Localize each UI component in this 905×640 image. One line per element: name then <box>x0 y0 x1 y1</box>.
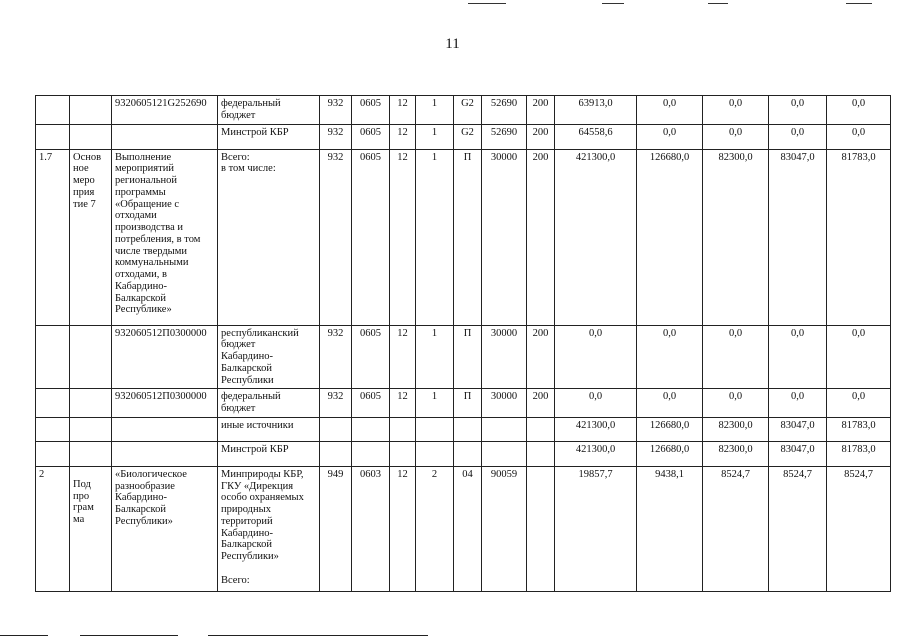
row-y5: 0,0 <box>827 124 891 149</box>
row-y5: 81783,0 <box>827 441 891 466</box>
row-y3: 82300,0 <box>703 417 769 441</box>
row-vr: 200 <box>527 96 555 125</box>
row-om: G2 <box>454 96 482 125</box>
row-title: 932060512П0300000 <box>112 325 218 389</box>
row-om: П <box>454 389 482 418</box>
row-grbs <box>320 441 352 466</box>
row-y3: 82300,0 <box>703 149 769 325</box>
table-row <box>36 441 891 466</box>
row-title: «Биологическое разнообразие Кабардино- Балкарской Республики» <box>112 466 218 591</box>
row-grbs: 932 <box>320 389 352 418</box>
row-executor: Минстрой КБР <box>218 124 320 149</box>
row-pgp: 1 <box>416 96 454 125</box>
table-row <box>36 417 891 441</box>
row-y1: 63913,0 <box>555 96 637 125</box>
row-y4: 83047,0 <box>769 149 827 325</box>
row-title <box>112 417 218 441</box>
row-executor: федеральный бюджет <box>218 389 320 418</box>
row-code <box>36 417 70 441</box>
row-y2: 126680,0 <box>637 441 703 466</box>
row-name <box>70 124 112 149</box>
row-vr: 200 <box>527 124 555 149</box>
row-grbs: 932 <box>320 96 352 125</box>
row-name <box>70 389 112 418</box>
row-y4: 83047,0 <box>769 441 827 466</box>
row-y1: 19857,7 <box>555 466 637 591</box>
row-rz: 0605 <box>352 389 390 418</box>
row-executor: Минприроды КБР, ГКУ «Дирекция особо охраняемых природных территорий Кабардино- Балкарской Республики» Всего: <box>218 466 320 591</box>
row-rz <box>352 417 390 441</box>
row-y1: 421300,0 <box>555 441 637 466</box>
row-code <box>36 124 70 149</box>
row-code: 1.7 <box>36 149 70 325</box>
row-executor: Всего: в том числе: <box>218 149 320 325</box>
row-code <box>36 325 70 389</box>
row-executor: Минстрой КБР <box>218 441 320 466</box>
row-y5: 0,0 <box>827 96 891 125</box>
row-y4: 0,0 <box>769 124 827 149</box>
row-om: П <box>454 149 482 325</box>
row-grbs: 949 <box>320 466 352 591</box>
row-name <box>70 325 112 389</box>
row-code <box>36 96 70 125</box>
row-vr <box>527 417 555 441</box>
row-y2: 126680,0 <box>637 149 703 325</box>
row-y5: 81783,0 <box>827 417 891 441</box>
row-grbs: 932 <box>320 325 352 389</box>
row-rz <box>352 441 390 466</box>
row-om: 04 <box>454 466 482 591</box>
row-y1: 0,0 <box>555 325 637 389</box>
row-y4: 8524,7 <box>769 466 827 591</box>
row-y2: 0,0 <box>637 325 703 389</box>
row-executor: республиканский бюджет Кабардино- Балкарской Республики <box>218 325 320 389</box>
row-dir: 30000 <box>482 389 527 418</box>
row-gp: 12 <box>390 149 416 325</box>
row-rz: 0603 <box>352 466 390 591</box>
row-y2: 0,0 <box>637 96 703 125</box>
row-executor: иные источники <box>218 417 320 441</box>
row-name <box>70 96 112 125</box>
row-name <box>70 417 112 441</box>
row-om <box>454 417 482 441</box>
row-rz: 0605 <box>352 124 390 149</box>
row-y2: 0,0 <box>637 389 703 418</box>
row-om: G2 <box>454 124 482 149</box>
row-code <box>36 441 70 466</box>
row-y2: 0,0 <box>637 124 703 149</box>
row-y4: 0,0 <box>769 389 827 418</box>
row-executor: федеральный бюджет <box>218 96 320 125</box>
row-rz: 0605 <box>352 96 390 125</box>
row-code <box>36 389 70 418</box>
budget-table <box>35 95 891 592</box>
row-y3: 0,0 <box>703 325 769 389</box>
row-vr: 200 <box>527 325 555 389</box>
row-gp: 12 <box>390 389 416 418</box>
table-row <box>36 124 891 149</box>
row-y4: 83047,0 <box>769 417 827 441</box>
table-row <box>36 389 891 418</box>
table-row <box>36 149 891 325</box>
row-dir: 90059 <box>482 466 527 591</box>
row-grbs <box>320 417 352 441</box>
row-pgp <box>416 441 454 466</box>
row-y1: 421300,0 <box>555 149 637 325</box>
row-vr: 200 <box>527 389 555 418</box>
row-code: 2 <box>36 466 70 591</box>
row-title <box>112 124 218 149</box>
row-vr <box>527 466 555 591</box>
row-title <box>112 441 218 466</box>
row-y1: 64558,6 <box>555 124 637 149</box>
table-row <box>36 466 891 591</box>
row-y4: 0,0 <box>769 325 827 389</box>
row-y3: 0,0 <box>703 389 769 418</box>
row-y2: 9438,1 <box>637 466 703 591</box>
row-y3: 82300,0 <box>703 441 769 466</box>
row-y5: 8524,7 <box>827 466 891 591</box>
row-dir: 52690 <box>482 96 527 125</box>
row-rz: 0605 <box>352 325 390 389</box>
row-vr <box>527 441 555 466</box>
table-row <box>36 325 891 389</box>
page-number: 11 <box>445 36 460 52</box>
row-y4: 0,0 <box>769 96 827 125</box>
row-gp: 12 <box>390 96 416 125</box>
row-vr: 200 <box>527 149 555 325</box>
row-y5: 0,0 <box>827 389 891 418</box>
row-pgp <box>416 417 454 441</box>
row-y3: 0,0 <box>703 124 769 149</box>
row-gp: 12 <box>390 466 416 591</box>
row-dir: 30000 <box>482 149 527 325</box>
row-dir <box>482 441 527 466</box>
row-gp: 12 <box>390 124 416 149</box>
row-title: 9320605121G252690 <box>112 96 218 125</box>
row-title: Выполнение мероприятий региональной программы «Обращение с отходами производства и потребления, в том числе твердыми коммунальными отходами, в Кабардино- Балкарской Республике» <box>112 149 218 325</box>
row-rz: 0605 <box>352 149 390 325</box>
row-grbs: 932 <box>320 124 352 149</box>
row-pgp: 1 <box>416 124 454 149</box>
row-y5: 81783,0 <box>827 149 891 325</box>
row-pgp: 1 <box>416 325 454 389</box>
row-title: 932060512П0300000 <box>112 389 218 418</box>
row-name: Под про грам ма <box>70 466 112 591</box>
row-y2: 126680,0 <box>637 417 703 441</box>
row-gp <box>390 417 416 441</box>
row-gp <box>390 441 416 466</box>
row-dir: 52690 <box>482 124 527 149</box>
top-scan-marks <box>0 0 905 10</box>
row-y1: 421300,0 <box>555 417 637 441</box>
row-gp: 12 <box>390 325 416 389</box>
row-pgp: 1 <box>416 389 454 418</box>
row-name: Основ ное меро прия тие 7 <box>70 149 112 325</box>
row-dir <box>482 417 527 441</box>
row-pgp: 2 <box>416 466 454 591</box>
row-om <box>454 441 482 466</box>
row-om: П <box>454 325 482 389</box>
row-y3: 8524,7 <box>703 466 769 591</box>
row-y1: 0,0 <box>555 389 637 418</box>
row-y3: 0,0 <box>703 96 769 125</box>
row-grbs: 932 <box>320 149 352 325</box>
row-dir: 30000 <box>482 325 527 389</box>
footer-rule-lines <box>0 632 905 638</box>
row-pgp: 1 <box>416 149 454 325</box>
row-name <box>70 441 112 466</box>
table-row <box>36 96 891 125</box>
row-y5: 0,0 <box>827 325 891 389</box>
